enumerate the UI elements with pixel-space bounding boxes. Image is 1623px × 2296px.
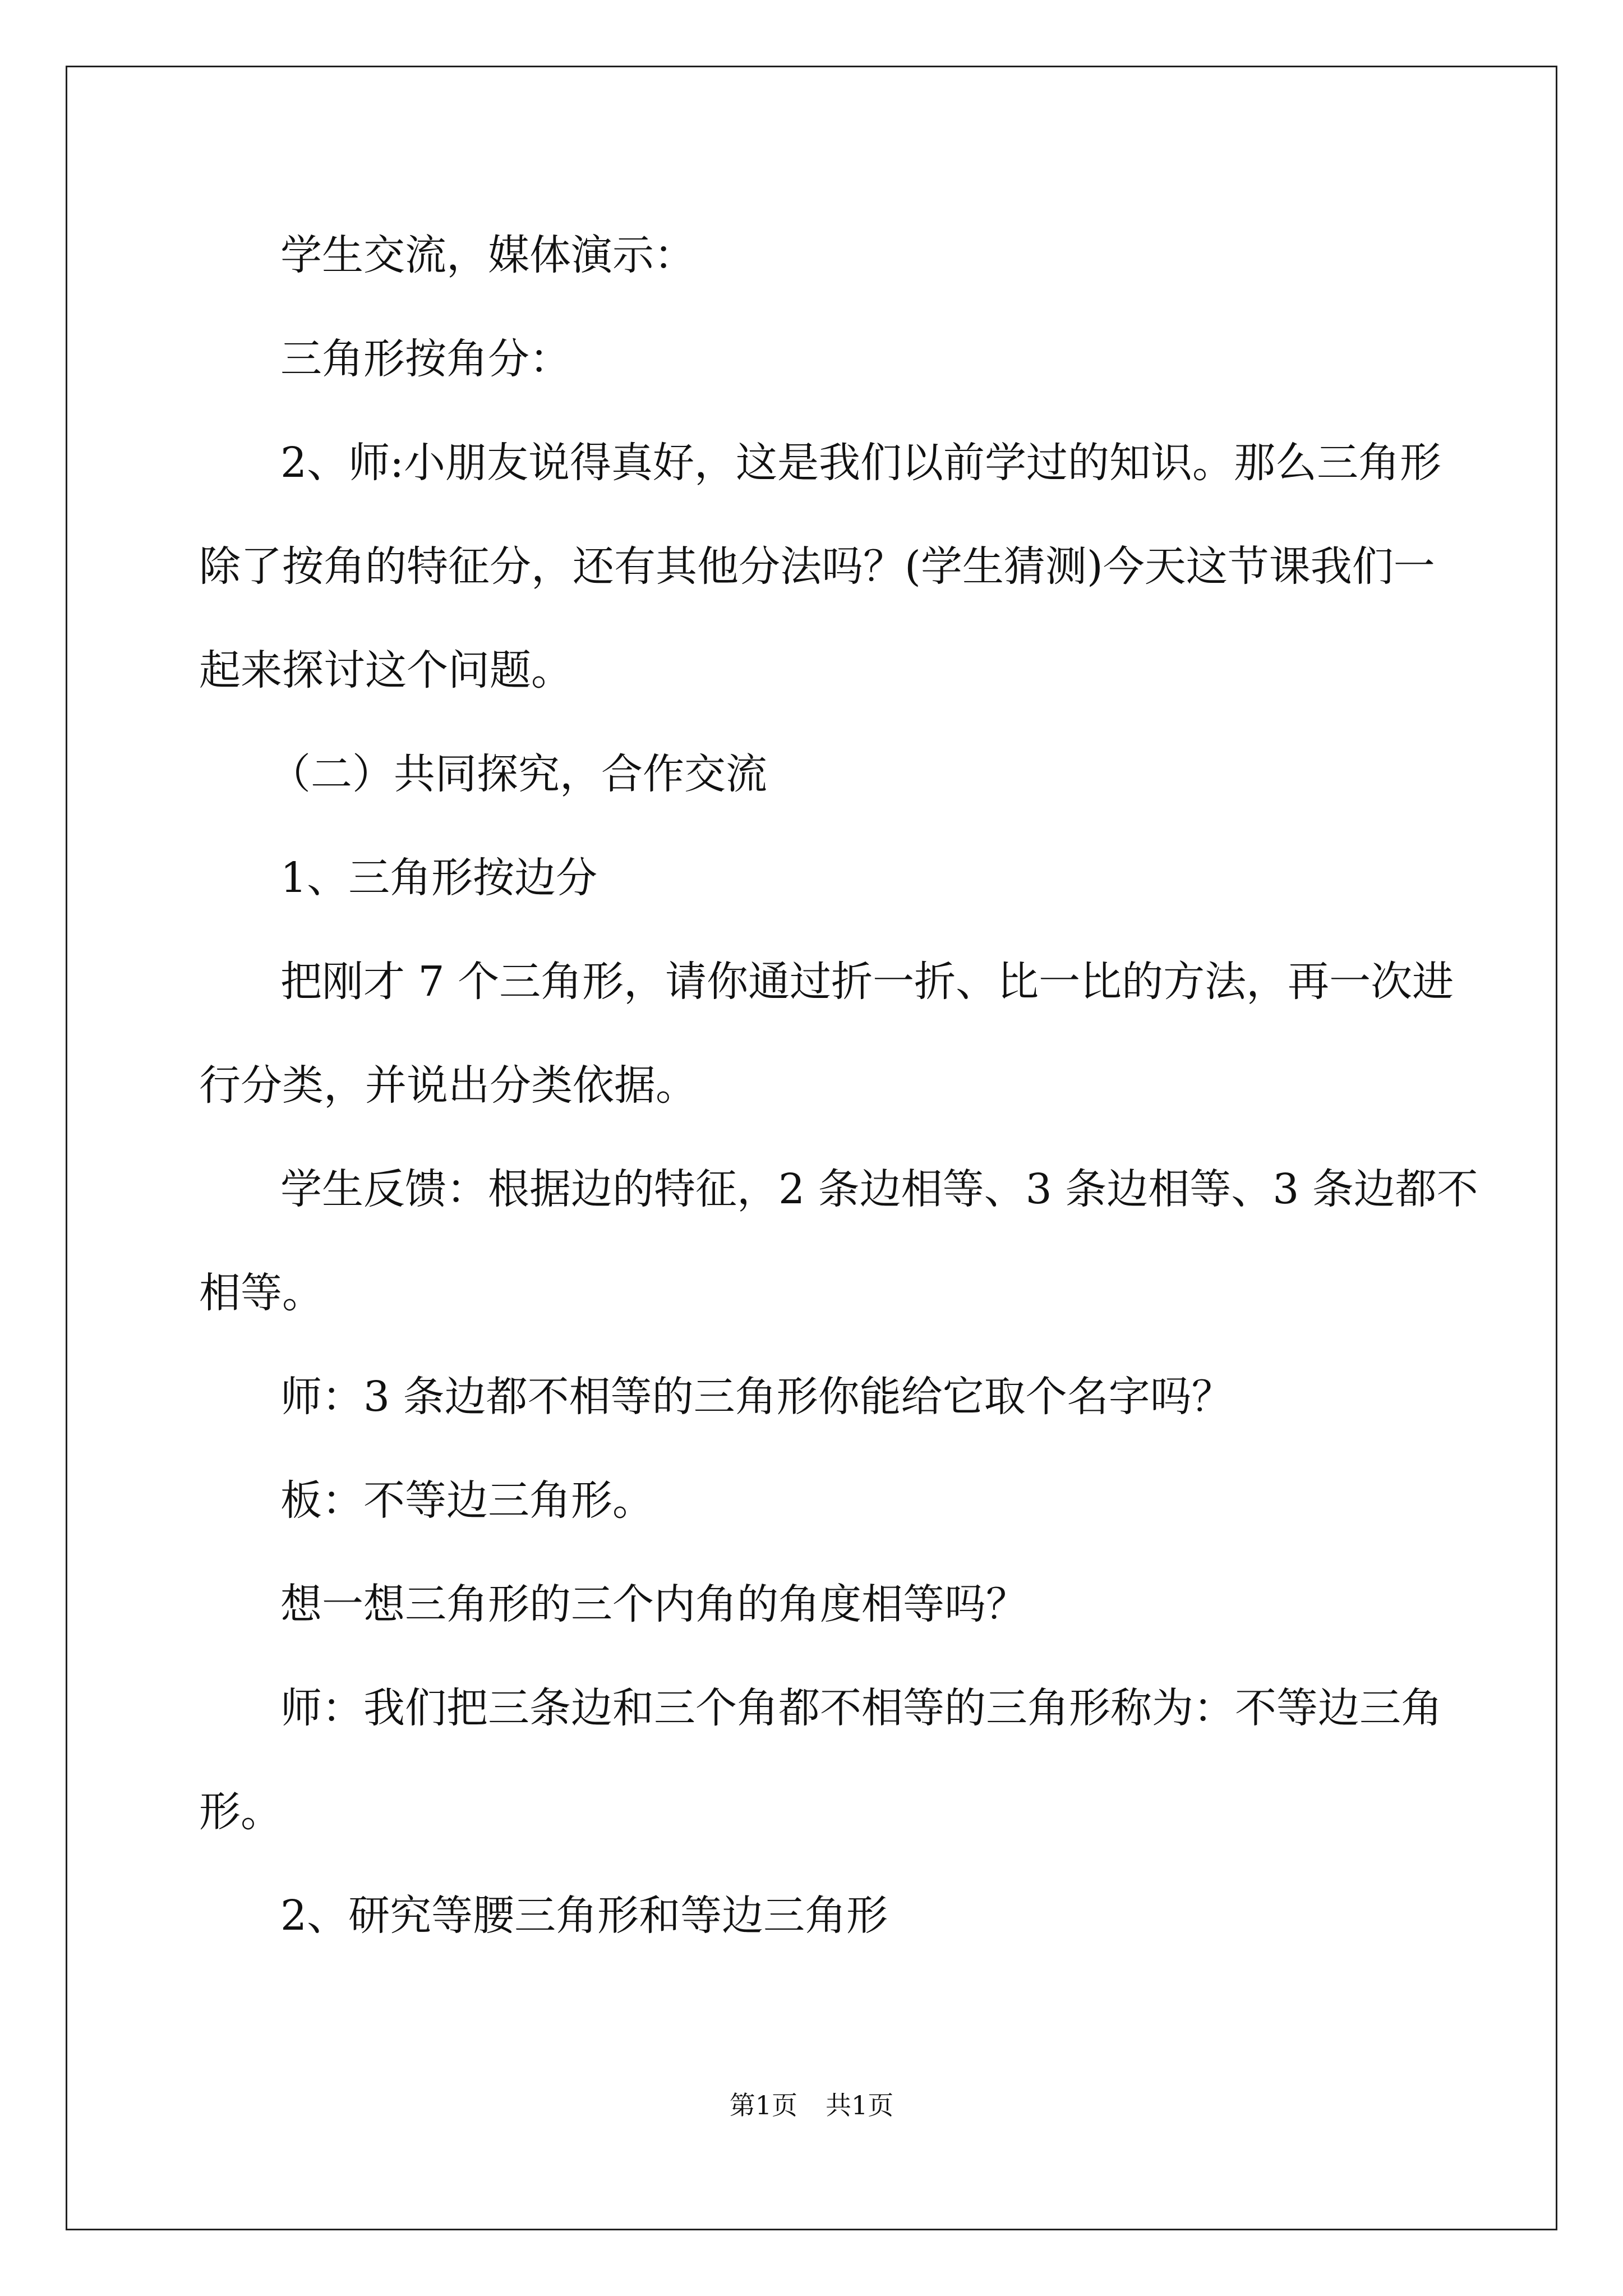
subsection-heading: 1、三角形按边分 (280, 854, 598, 902)
paragraph-line: 想一想三角形的三个内角的角度相等吗？ (280, 1580, 1027, 1628)
section-heading: （二）共同探究，合作交流 (269, 750, 767, 798)
paragraph-line: 相等。 (199, 1269, 324, 1317)
paragraph-line: 板：不等边三角形。 (280, 1476, 654, 1525)
paragraph-line: 起来探讨这个问题。 (199, 646, 573, 694)
paragraph-line: 学生反馈：根据边的特征，2 条边相等、3 条边相等、3 条边都不 (280, 1165, 1478, 1213)
paragraph-line: 学生交流，媒体演示： (280, 231, 695, 279)
page-number: 第1页 (729, 2090, 797, 2120)
subsection-heading: 2、研究等腰三角形和等边三角形 (280, 1892, 888, 1940)
paragraph-line: 师：我们把三条边和三个角都不相等的三角形称为：不等边三角 (280, 1684, 1442, 1732)
paragraph-line: 三角形按角分： (280, 335, 571, 383)
paragraph-line: 行分类，并说出分类依据。 (199, 1061, 697, 1110)
paragraph-line: 2、师:小朋友说得真好，这是我们以前学过的知识。那么三角形 (280, 439, 1442, 487)
page-footer (0, 2088, 1623, 2122)
paragraph-line: 除了按角的特征分，还有其他分法吗？(学生猜测)今天这节课我们一 (199, 542, 1435, 591)
page-total: 共1页 (826, 2090, 894, 2120)
paragraph-line: 把刚才 7 个三角形，请你通过折一折、比一比的方法，再一次进 (280, 958, 1454, 1006)
paragraph-line: 师：3 条边都不相等的三角形你能给它取个名字吗？ (280, 1373, 1233, 1421)
paragraph-line: 形。 (199, 1788, 282, 1836)
